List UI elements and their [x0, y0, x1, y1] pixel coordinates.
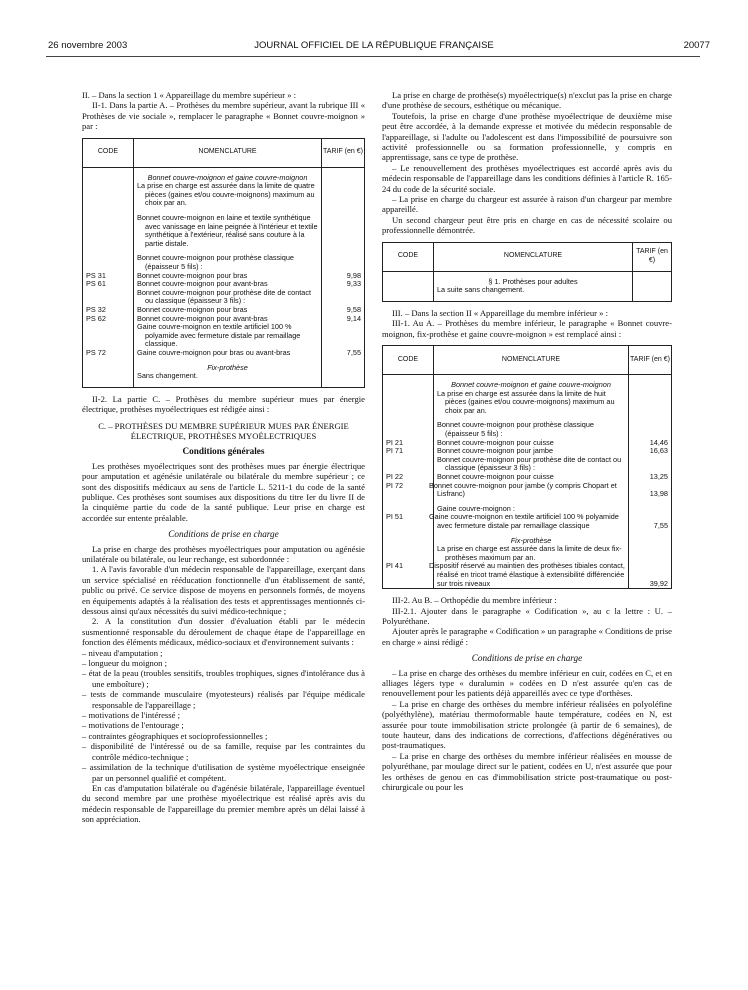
paragraph: – Le renouvellement des prothèses myoélectriques est accordé après avis du médecin responsable de l'appareillage dans les conditions définies à l'article R. 165-24 du code de la sécurité sociale. [382, 162, 672, 194]
list-item: – tests de commande musculaire (myotesteurs) réalisés par l'équipe médicale responsable de l'appareillage ; [82, 689, 365, 710]
paragraph: En cas d'amputation bilatérale ou d'agénésie bilatérale, l'appareillage éventuel du second membre par une prothèse myoélectrique est réalisé après avis du médecin responsable de l'appareillage du premier membre après un délai laissé à son appréciation. [82, 782, 365, 825]
list-item: – longueur du moignon ; [82, 658, 167, 669]
table-text: La suite sans changement. [437, 285, 525, 295]
table-text: Bonnet couvre-moignon pour prothèse classique (épaisseur 5 fils) : [137, 253, 294, 271]
paragraph: Un second chargeur peut être pris en charge en cas de nécessité scolaire ou professionnelle démontrée. [382, 214, 672, 236]
table-caption: Fix-prothèse [207, 362, 248, 372]
col-header-nomenclature: NOMENCLATURE [134, 138, 322, 167]
table-text: La prise en charge est assurée dans la limite de quatre pièces (gaines et/ou couvre-moignons) maximum au choix par an. [137, 181, 315, 208]
tarif-cell: 13,25 [629, 473, 672, 482]
page-number: 20077 [683, 40, 710, 51]
paragraph: 1. A l'avis favorable d'un médecin responsable de l'appareillage, exerçant dans un service spécialisé en rééducation fonctionnelle d'un établissement de santé, public ou privé. Ce service dispose de moyens en personnels formés, de moyens en équipements adaptés à la réalisation des tests et apprentissages mentionnés ci-dessous ainsi qu'aux nécessités du suivi médico-technique ; [82, 564, 365, 616]
page-header [0, 40, 748, 54]
col-header-code: CODE [383, 346, 434, 375]
col-header-tarif: TARIF (en €) [322, 138, 365, 167]
table-row [383, 513, 672, 530]
subsection-heading: Conditions de prise en charge [168, 529, 279, 540]
subsection-heading: Conditions générales [182, 446, 265, 457]
paragraph: – La prise en charge du chargeur est assurée à raison d'un chargeur par membre appareillé. [382, 194, 672, 215]
code-cell: PS 31 [83, 272, 134, 281]
paragraph: La prise en charge de prothèse(s) myoélectrique(s) n'exclut pas la prise en charge d'une prothèse de secours, esthétique ou mécanique. [382, 90, 672, 111]
paragraph: Les prothèses myoélectriques sont des prothèses mues par énergie électrique pour amputation et agénésie unilatérale ou bilatérale du membre supérieur ; ce sont des dispositifs médicaux au sens de l'article L. 5211-1 du code de la santé publique. Ces prothèses sont soumises aux dispositions du titre Ier du livre II de la cinquième partie du code de la santé publique. Leur prise en charge est accordée sur entente préalable. [82, 460, 365, 523]
nomenclature-cell: Bonnet couvre-moignon pour cuisse [434, 473, 629, 482]
paragraph: III. – Dans la section II « Appareillage du membre inférieur » : [392, 307, 608, 318]
list-item: – contraintes géographiques et socioprofessionnelles ; [82, 730, 268, 741]
code-cell: PI 22 [383, 473, 434, 482]
tarif-cell: 9,58 [322, 306, 365, 315]
nomenclature-cell: Gaine couvre-moignon pour bras ou avant-bras [134, 349, 322, 358]
nomenclature-cell: Bonnet couvre-moignon pour jambe [434, 447, 629, 456]
col-header-nomenclature: NOMENCLATURE [434, 346, 629, 375]
code-cell: PI 72 [383, 482, 434, 499]
paragraph: II. – Dans la section 1 « Appareillage du membre supérieur » : [82, 90, 297, 100]
paragraph: III-2. Au B. – Orthopédie du membre inférieur : [392, 595, 557, 606]
table-text: La prise en charge est assurée dans la limite de deux fix-prothèses maximum par an. [437, 544, 622, 562]
nomenclature-cell: Dispositif réservé au maintien des prothèses tibiales contact, réalisé en tricot tramé élastique à extensibilité différenciée sur trois niveaux [434, 562, 629, 588]
tarif-cell: 7,55 [629, 513, 672, 530]
paragraph: Toutefois, la prise en charge d'une prothèse myoélectrique de deuxième mise peut être accordée, à la demande expresse et motivée du médecin responsable de l'appareillage, si l'adulte ou l'adolescent est dans l'impossibilité de poursuivre son activité professionnelle ou sa formation professionnelle, y compris en apprentissage, sans ce type de prothèse. [382, 110, 672, 163]
code-cell: PI 21 [383, 439, 434, 448]
paragraph: II-1. Dans la partie A. – Prothèses du membre supérieur, avant la rubrique III « Prothèses de vie sociale », remplacer le paragraphe « Bonnet couvre-moignon » par : [82, 100, 365, 132]
tarif-cell: 9,14 [322, 315, 365, 324]
list-item: – niveau d'amputation ; [82, 647, 163, 658]
right-column [382, 90, 672, 792]
code-cell: PI 71 [383, 447, 434, 456]
tarif-cell: 9,98 [322, 272, 365, 281]
tarif-cell: 16,63 [629, 447, 672, 456]
nomenclature-table-upper-limb [82, 138, 365, 388]
table-text: Bonnet couvre-moignon pour prothèse classique (épaisseur 5 fils) : [437, 420, 594, 439]
table-text: Gaine couvre-moignon : [437, 503, 515, 513]
list-item: – état de la peau (troubles sensitifs, troubles trophiques, signes d'intolérance dus à une emboîture) ; [82, 668, 365, 689]
nomenclature-table-lower-limb [382, 345, 672, 589]
tarif-cell: 7,55 [322, 349, 365, 358]
left-column [82, 90, 365, 825]
code-cell: PS 32 [83, 306, 134, 315]
header-date: 26 novembre 2003 [48, 40, 128, 51]
nomenclature-cell: Bonnet couvre-moignon pour bras [134, 306, 322, 315]
table-row [383, 482, 672, 499]
table-text: Gaine couvre-moignon en textile artificiel 100 % polyamide avec fermeture distale par remaillage classique. [137, 322, 301, 349]
paragraph: – La prise en charge des orthèses du membre inférieur réalisées en mousse de polyuréthane, par moulage direct sur le patient, codées en U, n'est assurée que pour les orthèses de genou en cas d'immobilisation stricte post-traumatique ou post-chirurgicale ou pour les [382, 750, 672, 793]
table-text: § 1. Prothèses pour adultes [488, 276, 578, 286]
tarif-cell: 9,33 [322, 280, 365, 289]
table-text: La prise en charge est assurée dans la limite de huit pièces (gaines et/ou couvre-moignons) maximum au choix par an. [437, 388, 615, 415]
journal-title: JOURNAL OFFICIEL DE LA RÉPUBLIQUE FRANÇAISE [254, 40, 494, 51]
nomenclature-cell: Gaine couvre-moignon en textile artificiel 100 % polyamide avec fermeture distale par remaillage classique [434, 513, 629, 530]
table-text: Bonnet couvre-moignon pour prothèse dite de contact ou classique (épaisseur 3 fils) : [137, 287, 312, 306]
paragraph: Ajouter après le paragraphe « Codification » un paragraphe « Conditions de prise en charge » ainsi rédigé : [382, 626, 672, 647]
list-item: – disponibilité de l'intéressé ou de sa famille, requise par les contraintes du contrôle médico-technique ; [82, 741, 365, 762]
paragraph: – La prise en charge des orthèses du membre inférieur réalisées en polyoléfine (polyéthylène), matériau thermoformable haute température, codées en N, est assurée pour toute immobilisation stricte prolongée (à partir de 6 semaines), de toute hauteur, dans des indications de corrections, d'affections dégénératives ou post-traumatiques. [382, 698, 672, 751]
col-header-code: CODE [83, 138, 134, 167]
paragraph: III-2.1. Ajouter dans le paragraphe « Codification », au c la lettre : U. – Polyuréthane. [382, 605, 672, 626]
tarif-cell: 13,98 [629, 482, 672, 499]
nomenclature-table-adults [382, 242, 672, 302]
table-row [83, 349, 365, 358]
paragraph: 2. A la constitution d'un dossier d'évaluation établi par le médecin susmentionné responsable du déroulement de chaque étape de l'appareillage en fonction des éléments médicaux, médico-sociaux et d'environnement suivants : [82, 616, 365, 648]
list-item: – assimilation de la technique d'utilisation de système myoélectrique enseignée par un personnel qualifié et compétent. [82, 762, 365, 783]
table-caption: Bonnet couvre-moignon et gaine couvre-moignon [451, 380, 611, 390]
paragraph: III-1. Au A. – Prothèses du membre inférieur, le paragraphe « Bonnet couvre-moignon, fix-prothèse et gaine couvre-moignon » est remplacé ainsi : [382, 318, 672, 339]
section-heading: C. – PROTHÈSES DU MEMBRE SUPÉRIEUR MUES PAR ÉNERGIE ÉLECTRIQUE, PROTHÈSES MYOÉLECTRIQUES [98, 420, 349, 441]
table-row [383, 562, 672, 588]
code-cell: PS 72 [83, 349, 134, 358]
criteria-list [82, 648, 365, 783]
paragraph: II-2. La partie C. – Prothèses du membre supérieur mues par énergie électrique, prothèses myoélectriques est rédigée ainsi : [82, 393, 365, 415]
list-item: – motivations de l'intéressé ; [82, 710, 180, 721]
code-cell: PS 62 [83, 315, 134, 324]
code-cell: PS 61 [83, 280, 134, 289]
tarif-cell: 39,92 [629, 562, 672, 588]
nomenclature-cell: Bonnet couvre-moignon pour avant-bras [134, 315, 322, 324]
table-text: Bonnet couvre-moignon en laine et textile synthétique avec vanissage en laine peignée à l'intérieur et textile synthétique à l'extérieur, réalisé sans couture à la partie distale. [137, 213, 318, 248]
table-text: Bonnet couvre-moignon pour prothèse dite de contact ou classique (épaisseur 3 fils) : [437, 454, 622, 473]
header-rule [46, 56, 700, 57]
code-cell: PI 51 [383, 513, 434, 530]
nomenclature-cell: Bonnet couvre-moignon pour bras [134, 272, 322, 281]
tarif-cell: 14,46 [629, 439, 672, 448]
nomenclature-cell: Bonnet couvre-moignon pour jambe (y compris Chopart et Lisfranc) [434, 482, 629, 499]
subsection-heading: Conditions de prise en charge [471, 653, 583, 664]
table-text: Sans changement. [137, 371, 198, 381]
col-header-nomenclature: NOMENCLATURE [434, 242, 633, 271]
col-header-tarif: TARIF (en €) [633, 242, 672, 271]
nomenclature-cell: Bonnet couvre-moignon pour avant-bras [134, 280, 322, 289]
col-header-tarif: TARIF (en €) [629, 346, 672, 375]
nomenclature-cell: Bonnet couvre-moignon pour cuisse [434, 439, 629, 448]
table-caption: Fix-prothèse [510, 535, 552, 545]
paragraph: La prise en charge des prothèses myoélectriques pour amputation ou agénésie unilatérale ou bilatérale, ou leur rechange, est subordonnée : [82, 543, 365, 564]
paragraph: – La prise en charge des orthèses du membre inférieur en cuir, codées en C, et en alliages légers type « duralumin » codées en D n'est assurée qu'en cas de renouvellement pour les patients déjà appareillés avec ce type d'orthèses. [382, 667, 672, 699]
code-cell: PI 41 [383, 562, 434, 588]
col-header-code: CODE [383, 242, 434, 271]
table-caption: Bonnet couvre-moignon et gaine couvre-moignon [147, 172, 308, 182]
list-item: – motivations de l'entourage ; [82, 720, 184, 731]
